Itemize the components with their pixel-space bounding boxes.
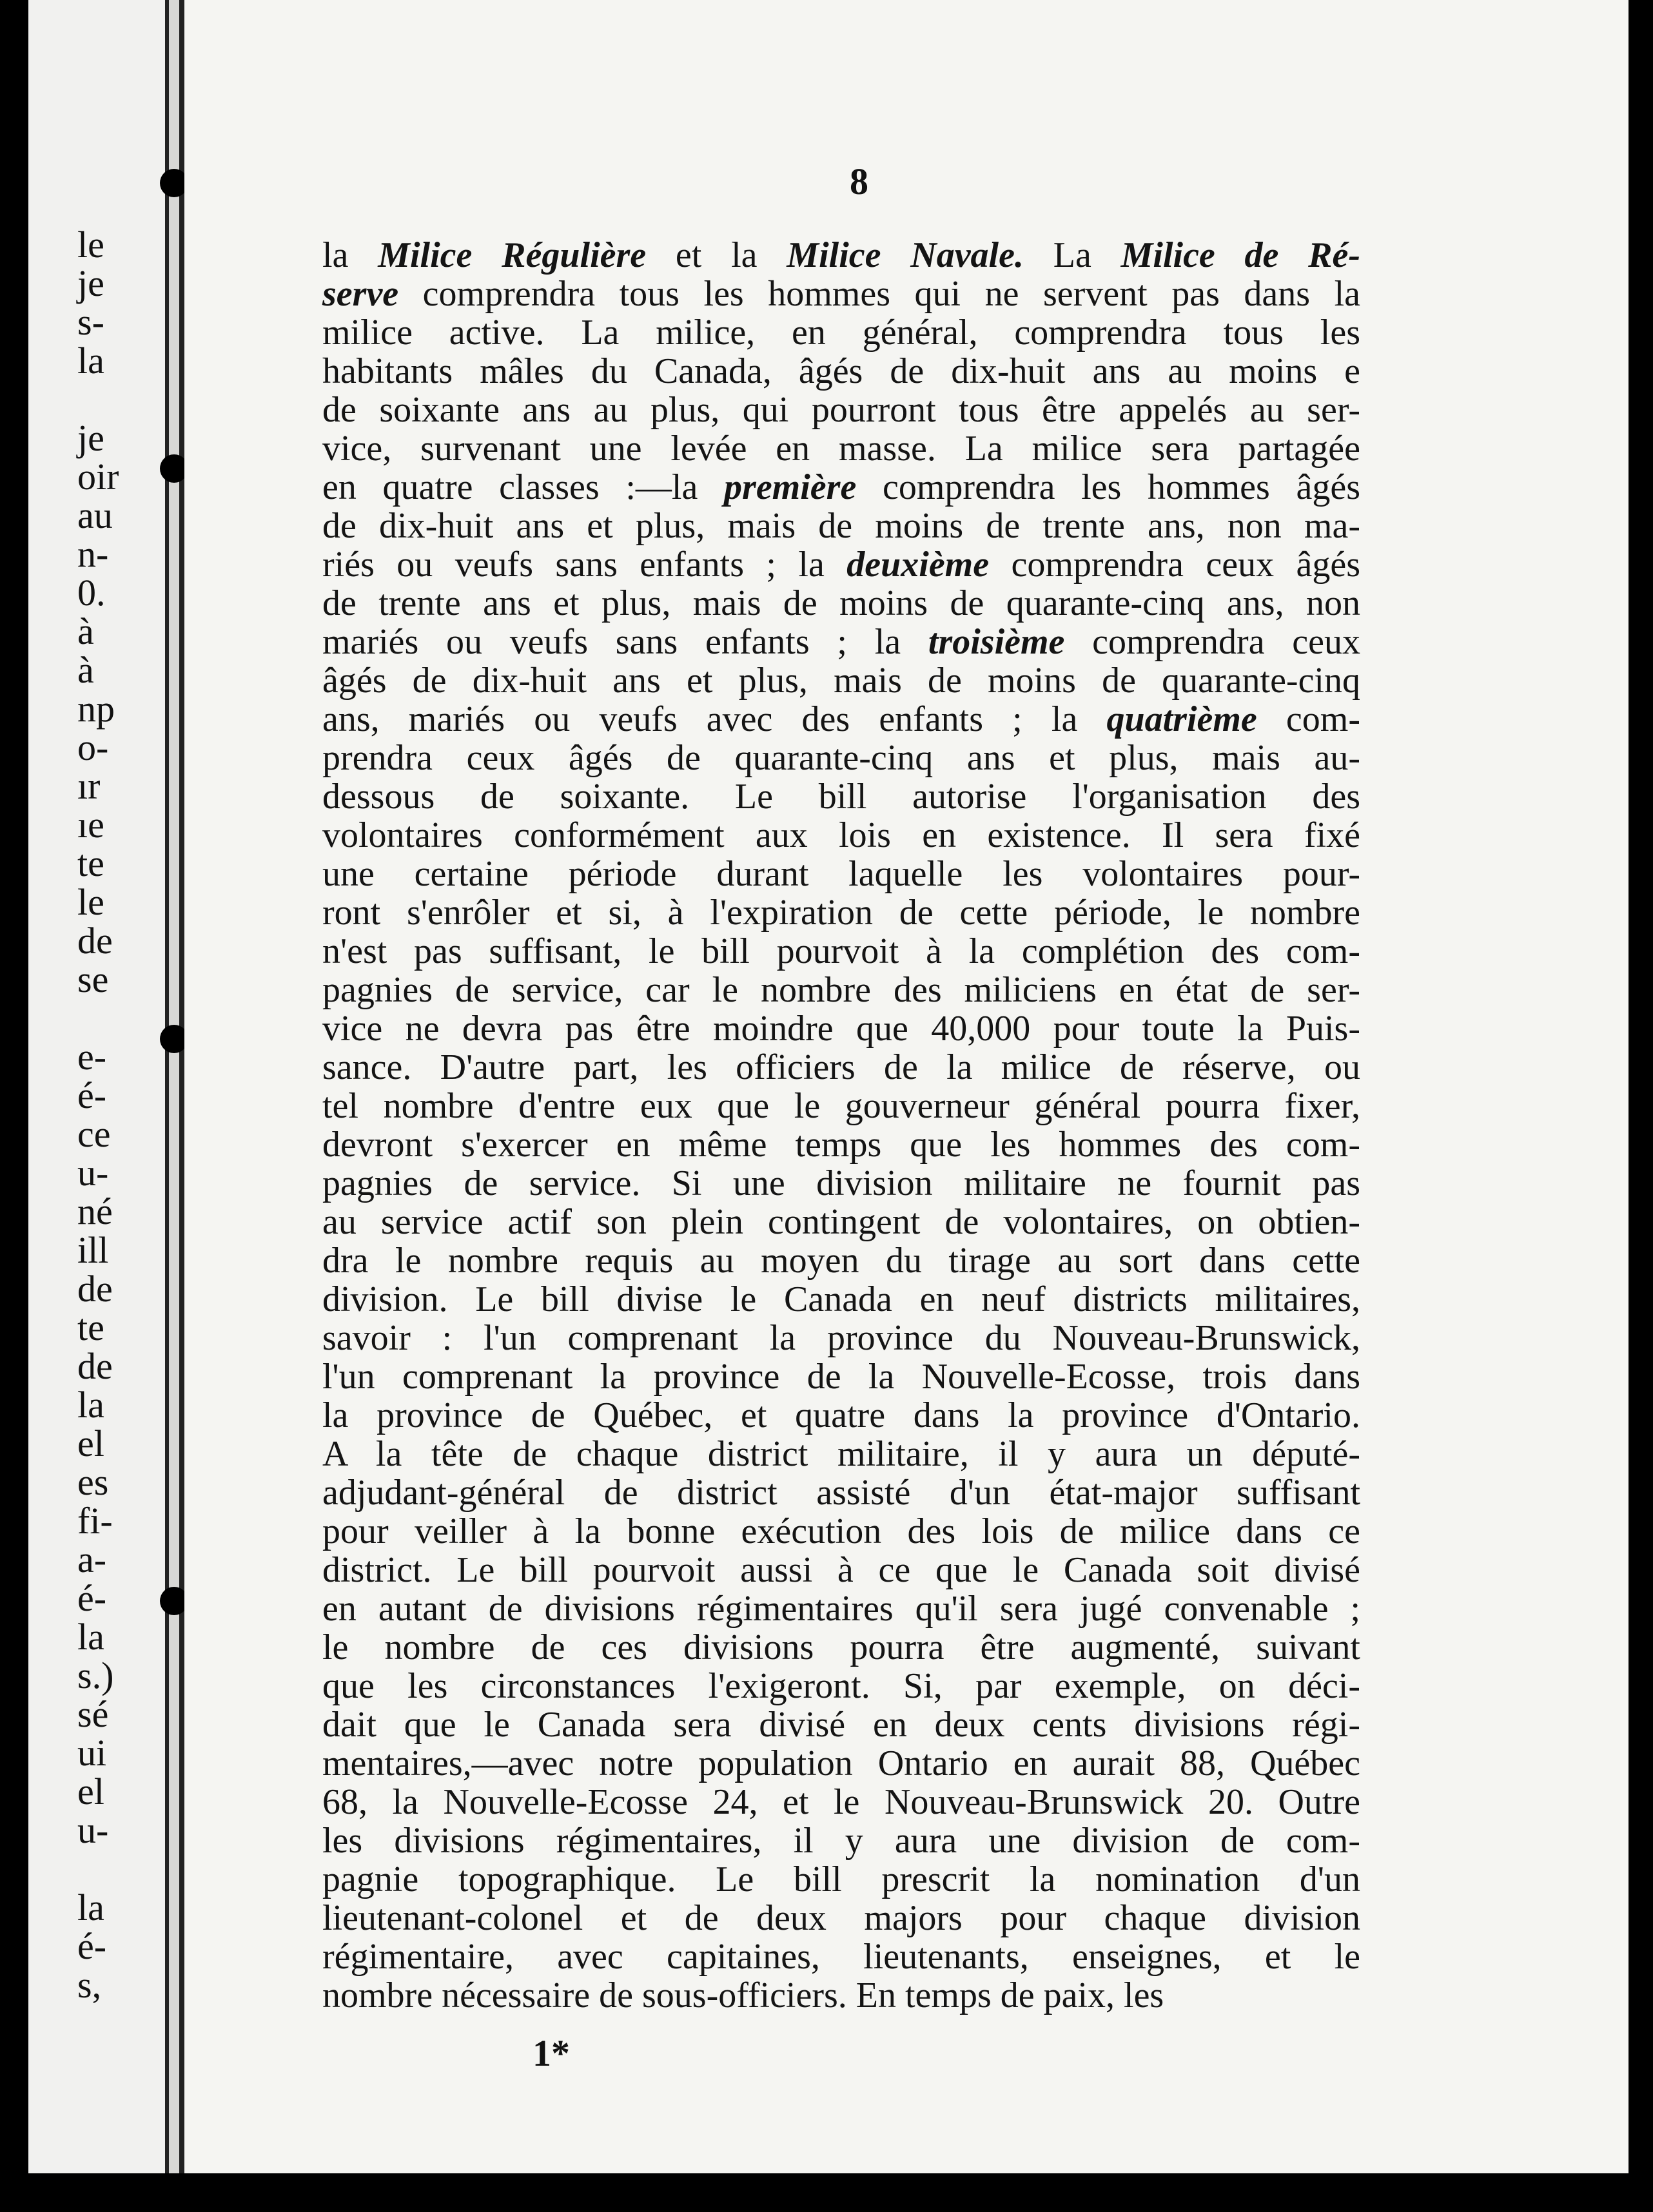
- text-run: habitants mâles du Canada, âgés de dix-huit ans au moins e: [322, 351, 1360, 391]
- text-line: [322, 507, 1360, 545]
- text-run: A la tête de chaque district militaire, il y aura un député-: [322, 1434, 1360, 1474]
- text-run: vice, survenant une levée en masse. La milice sera partagée: [322, 429, 1360, 469]
- left-fragment: te: [77, 1306, 104, 1348]
- left-fragment: u-: [77, 1809, 109, 1851]
- text-run: devront s'exercer en même temps que les hommes des com-: [322, 1125, 1360, 1165]
- left-fragment: es: [77, 1461, 109, 1503]
- text-run: au service actif son plein contingent de volontaires, on obtien-: [322, 1202, 1360, 1242]
- text-line: [322, 236, 1360, 275]
- left-fragment: e-: [77, 1036, 107, 1078]
- left-fragment: la: [77, 1384, 104, 1426]
- text-run: comprendra ceux: [1064, 622, 1360, 662]
- text-run: dait que le Canada sera divisé en deux cents divisions régi-: [322, 1705, 1360, 1745]
- text-run: que les circonstances l'exigeront. Si, par exemple, on déci-: [322, 1666, 1360, 1706]
- text-run: adjudant-général de district assisté d'un état-major suffisant: [322, 1473, 1360, 1513]
- text-run: la: [322, 235, 378, 275]
- left-fragment: s-: [77, 301, 104, 343]
- left-fragment: a-: [77, 1538, 107, 1580]
- text-line: [322, 313, 1360, 352]
- left-page-text-fragments: [77, 226, 161, 2004]
- text-line: [322, 1280, 1360, 1319]
- left-fragment: oir: [77, 456, 119, 498]
- left-fragment: 0.: [77, 572, 106, 614]
- text-run: mariés ou veufs sans enfants ; la: [322, 622, 928, 662]
- text-run: les divisions régimentaires, il y aura une division de com-: [322, 1821, 1360, 1861]
- text-run: une certaine période durant laquelle les volontaires pour-: [322, 854, 1360, 894]
- left-fragment: né: [77, 1190, 113, 1232]
- text-line: [322, 1357, 1360, 1396]
- left-fragment: o-: [77, 726, 109, 768]
- left-fragment: s.): [77, 1654, 114, 1696]
- text-run: volontaires conformément aux lois en existence. Il sera fixé: [322, 815, 1360, 855]
- text-line: [322, 429, 1360, 468]
- text-run: l'un comprenant la province de la Nouvelle-Ecosse, trois dans: [322, 1357, 1360, 1397]
- left-fragment: je: [77, 417, 104, 459]
- text-run: district. Le bill pourvoit aussi à ce que le Canada soit divisé: [322, 1550, 1360, 1590]
- left-fragment: la: [77, 1616, 104, 1658]
- text-run: pour veiller à la bonne exécution des lois de milice dans ce: [322, 1511, 1360, 1551]
- text-line: [322, 1512, 1360, 1551]
- left-fragment: ill: [77, 1229, 109, 1271]
- right-scan-border: [1629, 0, 1653, 2212]
- text-line: [322, 932, 1360, 971]
- text-line: [322, 623, 1360, 661]
- text-line: [322, 1744, 1360, 1783]
- text-line: [322, 893, 1360, 932]
- text-run: dra le nombre requis au moyen du tirage au sort dans cette: [322, 1241, 1360, 1281]
- left-fragment: le: [77, 224, 104, 266]
- text-run: dessous de soixante. Le bill autorise l'organisation des: [322, 777, 1360, 817]
- text-run: comprendra les hommes âgés: [856, 467, 1360, 507]
- left-fragment: te: [77, 842, 104, 884]
- left-fragment: np: [77, 688, 115, 730]
- left-fragment: la: [77, 1887, 104, 1928]
- text-run: milice active. La milice, en général, comprendra tous les: [322, 313, 1360, 353]
- text-line: [322, 1396, 1360, 1435]
- text-line: [322, 1435, 1360, 1473]
- text-line: [322, 1628, 1360, 1667]
- text-run: ans, mariés ou veufs avec des enfants ; la: [322, 699, 1107, 739]
- text-run: pagnies de service. Si une division militaire ne fournit pas: [322, 1163, 1360, 1203]
- text-line: [322, 1860, 1360, 1899]
- text-run: pagnie topographique. Le bill prescrit la nomination d'un: [322, 1859, 1360, 1899]
- text-run: la province de Québec, et quatre dans la province d'Ontario.: [322, 1395, 1360, 1435]
- text-line: [322, 1821, 1360, 1860]
- text-run: 68, la Nouvelle-Ecosse 24, et le Nouveau-Brunswick 20. Outre: [322, 1782, 1360, 1822]
- left-fragment: ır: [77, 765, 101, 807]
- text-line: [322, 971, 1360, 1009]
- text-line: [322, 855, 1360, 893]
- left-fragment: je: [77, 262, 104, 304]
- bottom-scan-border: [0, 2173, 1653, 2212]
- text-line: [322, 1667, 1360, 1705]
- text-line: [322, 700, 1360, 739]
- text-run: comprendra tous les hommes qui ne servent pas dans la: [398, 274, 1360, 314]
- text-run: savoir : l'un comprenant la province du Nouveau-Brunswick,: [322, 1318, 1360, 1358]
- text-run: nombre nécessaire de sous-officiers. En temps de paix, les: [322, 1975, 1164, 2015]
- text-line: [322, 1009, 1360, 1048]
- text-run: riés ou veufs sans enfants ; la: [322, 545, 847, 585]
- left-fragment: se: [77, 958, 109, 1000]
- text-line: [322, 352, 1360, 391]
- italic-term: première: [724, 467, 857, 507]
- text-line: [322, 584, 1360, 623]
- text-line: [322, 1203, 1360, 1241]
- text-line: [322, 1048, 1360, 1087]
- left-fragment: ce: [77, 1113, 111, 1155]
- text-line: [322, 1241, 1360, 1280]
- text-line: [322, 1705, 1360, 1744]
- text-line: [322, 816, 1360, 855]
- text-line: [322, 1164, 1360, 1203]
- left-fragment: de: [77, 1345, 113, 1387]
- text-run: pagnies de service, car le nombre des miliciens en état de ser-: [322, 970, 1360, 1010]
- left-fragment: é-: [77, 1074, 107, 1116]
- text-line: [322, 468, 1360, 507]
- text-line: [322, 391, 1360, 429]
- text-line: [322, 1783, 1360, 1821]
- text-line: [322, 1589, 1360, 1628]
- text-run: ront s'enrôler et si, à l'expiration de cette période, le nombre: [322, 893, 1360, 933]
- text-run: mentaires,—avec notre population Ontario en aurait 88, Québec: [322, 1743, 1360, 1783]
- text-line: [322, 1087, 1360, 1125]
- text-run: La: [1023, 235, 1121, 275]
- left-fragment: ıe: [77, 804, 104, 846]
- left-fragment: sé: [77, 1693, 109, 1735]
- text-line: [322, 1937, 1360, 1976]
- text-run: n'est pas suffisant, le bill pourvoit à la complétion des com-: [322, 931, 1360, 971]
- left-fragment: el: [77, 1422, 104, 1464]
- text-run: de trente ans et plus, mais de moins de quarante-cinq ans, non: [322, 583, 1360, 623]
- left-scan-border: [0, 0, 28, 2191]
- text-line: [322, 1976, 1360, 2015]
- italic-term: serve: [322, 274, 399, 314]
- text-line: [322, 1551, 1360, 1589]
- text-line: [322, 661, 1360, 700]
- text-line: [322, 739, 1360, 777]
- left-fragment: la: [77, 340, 104, 382]
- signature-mark: 1*: [533, 2032, 570, 2074]
- page-number: 8: [850, 160, 868, 202]
- left-fragment: u-: [77, 1152, 109, 1194]
- text-line: [322, 1125, 1360, 1164]
- italic-term: Milice de Ré-: [1120, 235, 1361, 275]
- text-line: [322, 777, 1360, 816]
- italic-term: Milice Navale.: [787, 235, 1024, 275]
- left-fragment: é-: [77, 1577, 107, 1619]
- italic-term: troisième: [928, 622, 1065, 662]
- italic-term: Milice Régulière: [378, 235, 647, 275]
- body-text: [322, 236, 1360, 2015]
- text-run: âgés de dix-huit ans et plus, mais de moins de quarante-cinq: [322, 661, 1360, 701]
- text-line: [322, 1899, 1360, 1937]
- text-line: [322, 1473, 1360, 1512]
- text-run: lieutenant-colonel et de deux majors pour chaque division: [322, 1898, 1360, 1938]
- text-run: division. Le bill divise le Canada en neuf districts militaires,: [322, 1279, 1360, 1319]
- text-line: [322, 1319, 1360, 1357]
- text-run: en autant de divisions régimentaires qu'il sera jugé convenable ;: [322, 1589, 1360, 1629]
- text-run: sance. D'autre part, les officiers de la milice de réserve, ou: [322, 1047, 1360, 1087]
- left-fragment: [77, 999, 161, 1038]
- left-fragment: le: [77, 881, 104, 923]
- text-run: le nombre de ces divisions pourra être augmenté, suivant: [322, 1627, 1360, 1667]
- left-fragment: à: [77, 610, 94, 652]
- text-run: et la: [646, 235, 787, 275]
- left-fragment: s,: [77, 1964, 102, 2006]
- left-fragment: fi-: [77, 1500, 113, 1542]
- text-run: comprendra ceux âgés: [989, 545, 1361, 585]
- left-fragment: [77, 1850, 161, 1888]
- left-fragment: el: [77, 1771, 104, 1812]
- left-fragment: n-: [77, 533, 109, 575]
- text-run: com-: [1257, 699, 1360, 739]
- italic-term: deuxième: [846, 545, 990, 585]
- text-line: [322, 545, 1360, 584]
- text-run: de soixante ans au plus, qui pourront tous être appelés au ser-: [322, 390, 1360, 430]
- book-spine: [165, 0, 184, 2191]
- left-fragment: de: [77, 920, 113, 962]
- text-run: en quatre classes :—la: [322, 467, 725, 507]
- left-fragment: ui: [77, 1732, 107, 1774]
- text-run: tel nombre d'entre eux que le gouverneur général pourra fixer,: [322, 1086, 1360, 1126]
- text-line: [322, 275, 1360, 313]
- text-run: régimentaire, avec capitaines, lieutenants, enseignes, et le: [322, 1937, 1360, 1977]
- left-fragment: au: [77, 494, 113, 536]
- text-run: vice ne devra pas être moindre que 40,000 pour toute la Puis-: [322, 1009, 1360, 1049]
- left-fragment: [77, 380, 161, 419]
- left-fragment: à: [77, 649, 94, 691]
- italic-term: quatrième: [1106, 699, 1257, 739]
- text-run: prendra ceux âgés de quarante-cinq ans et plus, mais au-: [322, 738, 1360, 778]
- left-fragment: é-: [77, 1925, 107, 1967]
- text-run: de dix-huit ans et plus, mais de moins de trente ans, non ma-: [322, 506, 1360, 546]
- left-fragment: de: [77, 1268, 113, 1310]
